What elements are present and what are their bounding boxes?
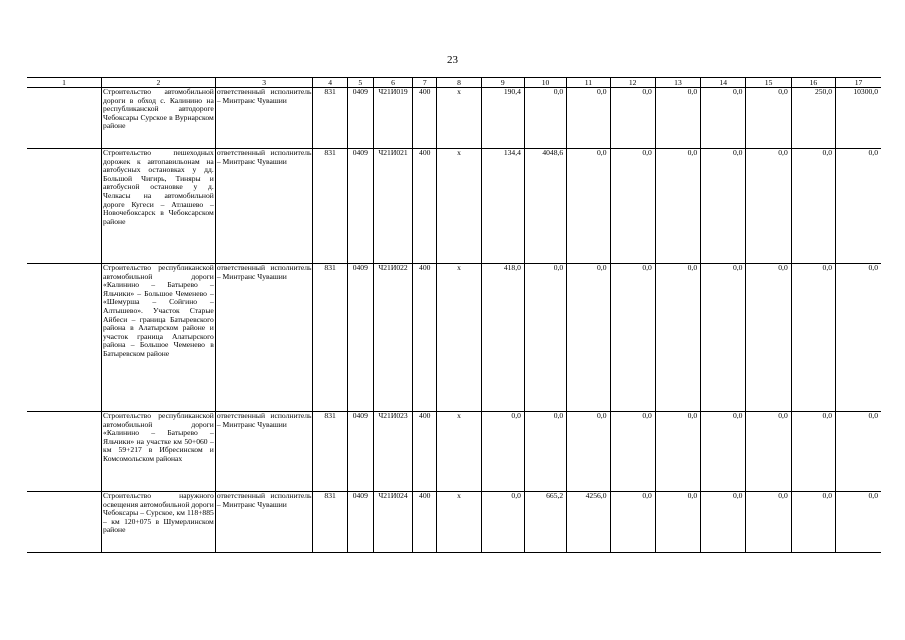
value-cell: 0,0: [791, 264, 835, 412]
value-cell: 0,0: [655, 149, 700, 264]
value-cell: 0,0: [746, 264, 791, 412]
expense-type-cell: 400: [413, 492, 437, 553]
grbs-cell: 831: [313, 492, 347, 553]
value-cell: 0,0: [655, 492, 700, 553]
section-cell: 0409: [347, 149, 373, 264]
target-item-cell: Ч21И023: [373, 412, 412, 492]
value-cell: 4048,6: [524, 149, 566, 264]
column-header: 16: [791, 78, 835, 88]
column-header: 2: [102, 78, 216, 88]
value-cell: 0,0: [524, 264, 566, 412]
value-cell: 250,0: [791, 88, 835, 149]
expense-type-cell: 400: [413, 412, 437, 492]
value-cell: 0,0: [655, 264, 700, 412]
value-cell: 0,0: [746, 492, 791, 553]
column-header: 1: [27, 78, 102, 88]
source-cell: х: [437, 264, 481, 412]
value-cell: 190,4: [481, 88, 524, 149]
column-header: 15: [746, 78, 791, 88]
value-cell: 0,0: [655, 88, 700, 149]
column-header: 9: [481, 78, 524, 88]
event-name-cell: Строительство республиканской автомобильной дороги «Калинино – Батырево – Яльчики» – Большое Чеменево – «Шемурша – Сойгино – Алтышево». Участок Старые Айбеси – граница Батыревского района в Алатырском районе и участок граница Алатырского района – Большое Чеменево в Батыревском районе: [102, 264, 216, 412]
responsible-cell: ответственный исполнитель – Минтранс Чувашии: [215, 412, 313, 492]
value-cell: 418,0: [481, 264, 524, 412]
value-cell: 0,0: [524, 88, 566, 149]
column-header: 17: [836, 78, 881, 88]
value-cell: 0,0: [701, 492, 746, 553]
event-name-cell: Строительство наружного освещения автомобильной дороги Чебоксары – Сурское, км 118+885 – км 120+075 в Шумерлинском районе: [102, 492, 216, 553]
event-name-cell: Строительство пешеходных дорожек к автопавильонам на автобусных остановках у дд. Большой Чигирь, Тиняры и автобусной остановке у д. Челкасы на автомобильной дороге Кугеси – Атлашево – Новочебоксарск в Чебоксарском районе: [102, 149, 216, 264]
value-cell: 0,0: [610, 149, 655, 264]
target-item-cell: Ч21И024: [373, 492, 412, 553]
row-number-cell: [27, 264, 102, 412]
value-cell: 0,0: [791, 149, 835, 264]
expense-type-cell: 400: [413, 88, 437, 149]
column-header: 13: [655, 78, 700, 88]
source-cell: х: [437, 412, 481, 492]
value-cell: 0,0: [610, 412, 655, 492]
section-cell: 0409: [347, 88, 373, 149]
value-cell: 0,0: [481, 412, 524, 492]
column-header: 3: [215, 78, 313, 88]
table-row: [27, 492, 881, 553]
value-cell: 0,0: [610, 88, 655, 149]
value-cell: 0,0: [567, 264, 610, 412]
source-cell: х: [437, 88, 481, 149]
value-cell: 0,0: [567, 88, 610, 149]
value-cell: 0,0: [524, 412, 566, 492]
column-header: 4: [313, 78, 347, 88]
responsible-cell: ответственный исполнитель – Минтранс Чувашии: [215, 492, 313, 553]
page-number: 23: [447, 54, 458, 66]
value-cell: 134,4: [481, 149, 524, 264]
value-cell: 0,0: [567, 149, 610, 264]
target-item-cell: Ч21И021: [373, 149, 412, 264]
section-cell: 0409: [347, 264, 373, 412]
grbs-cell: 831: [313, 149, 347, 264]
value-cell: 0,0: [701, 264, 746, 412]
target-item-cell: Ч21И019: [373, 88, 412, 149]
value-cell: 10300,0: [836, 88, 881, 149]
row-number-cell: [27, 88, 102, 149]
value-cell: 4256,0: [567, 492, 610, 553]
value-cell: 0,0: [610, 492, 655, 553]
row-number-cell: [27, 412, 102, 492]
value-cell: 0,0: [746, 149, 791, 264]
budget-table: [27, 77, 881, 553]
row-number-cell: [27, 149, 102, 264]
column-header: 8: [437, 78, 481, 88]
column-header: 6: [373, 78, 412, 88]
value-cell: 0,0: [701, 412, 746, 492]
header-row: [27, 78, 881, 88]
value-cell: 0,0: [701, 88, 746, 149]
value-cell: 0,0: [836, 149, 881, 264]
target-item-cell: Ч21И022: [373, 264, 412, 412]
section-cell: 0409: [347, 412, 373, 492]
event-name-cell: Строительство автомобильной дороги в обход с. Калинино на республиканской автодороге Чебоксары Сурское в Вурнарском районе: [102, 88, 216, 149]
value-cell: 0,0: [610, 264, 655, 412]
event-name-cell: Строительство республиканской автомобильной дороги «Калинино – Батырево – Яльчики» на участке км 50+060 – км 59+217 в Ибресинском и Комсомольском районах: [102, 412, 216, 492]
column-header: 11: [567, 78, 610, 88]
value-cell: 0,0: [655, 412, 700, 492]
expense-type-cell: 400: [413, 149, 437, 264]
value-cell: 0,0: [836, 492, 881, 553]
responsible-cell: ответственный исполнитель – Минтранс Чувашии: [215, 264, 313, 412]
value-cell: 0,0: [791, 412, 835, 492]
responsible-cell: ответственный исполнитель – Минтранс Чувашии: [215, 149, 313, 264]
table-row: [27, 149, 881, 264]
grbs-cell: 831: [313, 412, 347, 492]
value-cell: 0,0: [791, 492, 835, 553]
table-row: [27, 412, 881, 492]
value-cell: 0,0: [836, 264, 881, 412]
table-row: [27, 88, 881, 149]
column-header: 10: [524, 78, 566, 88]
grbs-cell: 831: [313, 264, 347, 412]
column-header: 7: [413, 78, 437, 88]
grbs-cell: 831: [313, 88, 347, 149]
value-cell: 0,0: [746, 88, 791, 149]
value-cell: 665,2: [524, 492, 566, 553]
responsible-cell: ответственный исполнитель – Минтранс Чувашии: [215, 88, 313, 149]
source-cell: х: [437, 149, 481, 264]
row-number-cell: [27, 492, 102, 553]
table-row: [27, 264, 881, 412]
section-cell: 0409: [347, 492, 373, 553]
expense-type-cell: 400: [413, 264, 437, 412]
value-cell: 0,0: [567, 412, 610, 492]
value-cell: 0,0: [836, 412, 881, 492]
column-header: 5: [347, 78, 373, 88]
column-header: 14: [701, 78, 746, 88]
column-header: 12: [610, 78, 655, 88]
value-cell: 0,0: [701, 149, 746, 264]
value-cell: 0,0: [481, 492, 524, 553]
value-cell: 0,0: [746, 412, 791, 492]
source-cell: х: [437, 492, 481, 553]
